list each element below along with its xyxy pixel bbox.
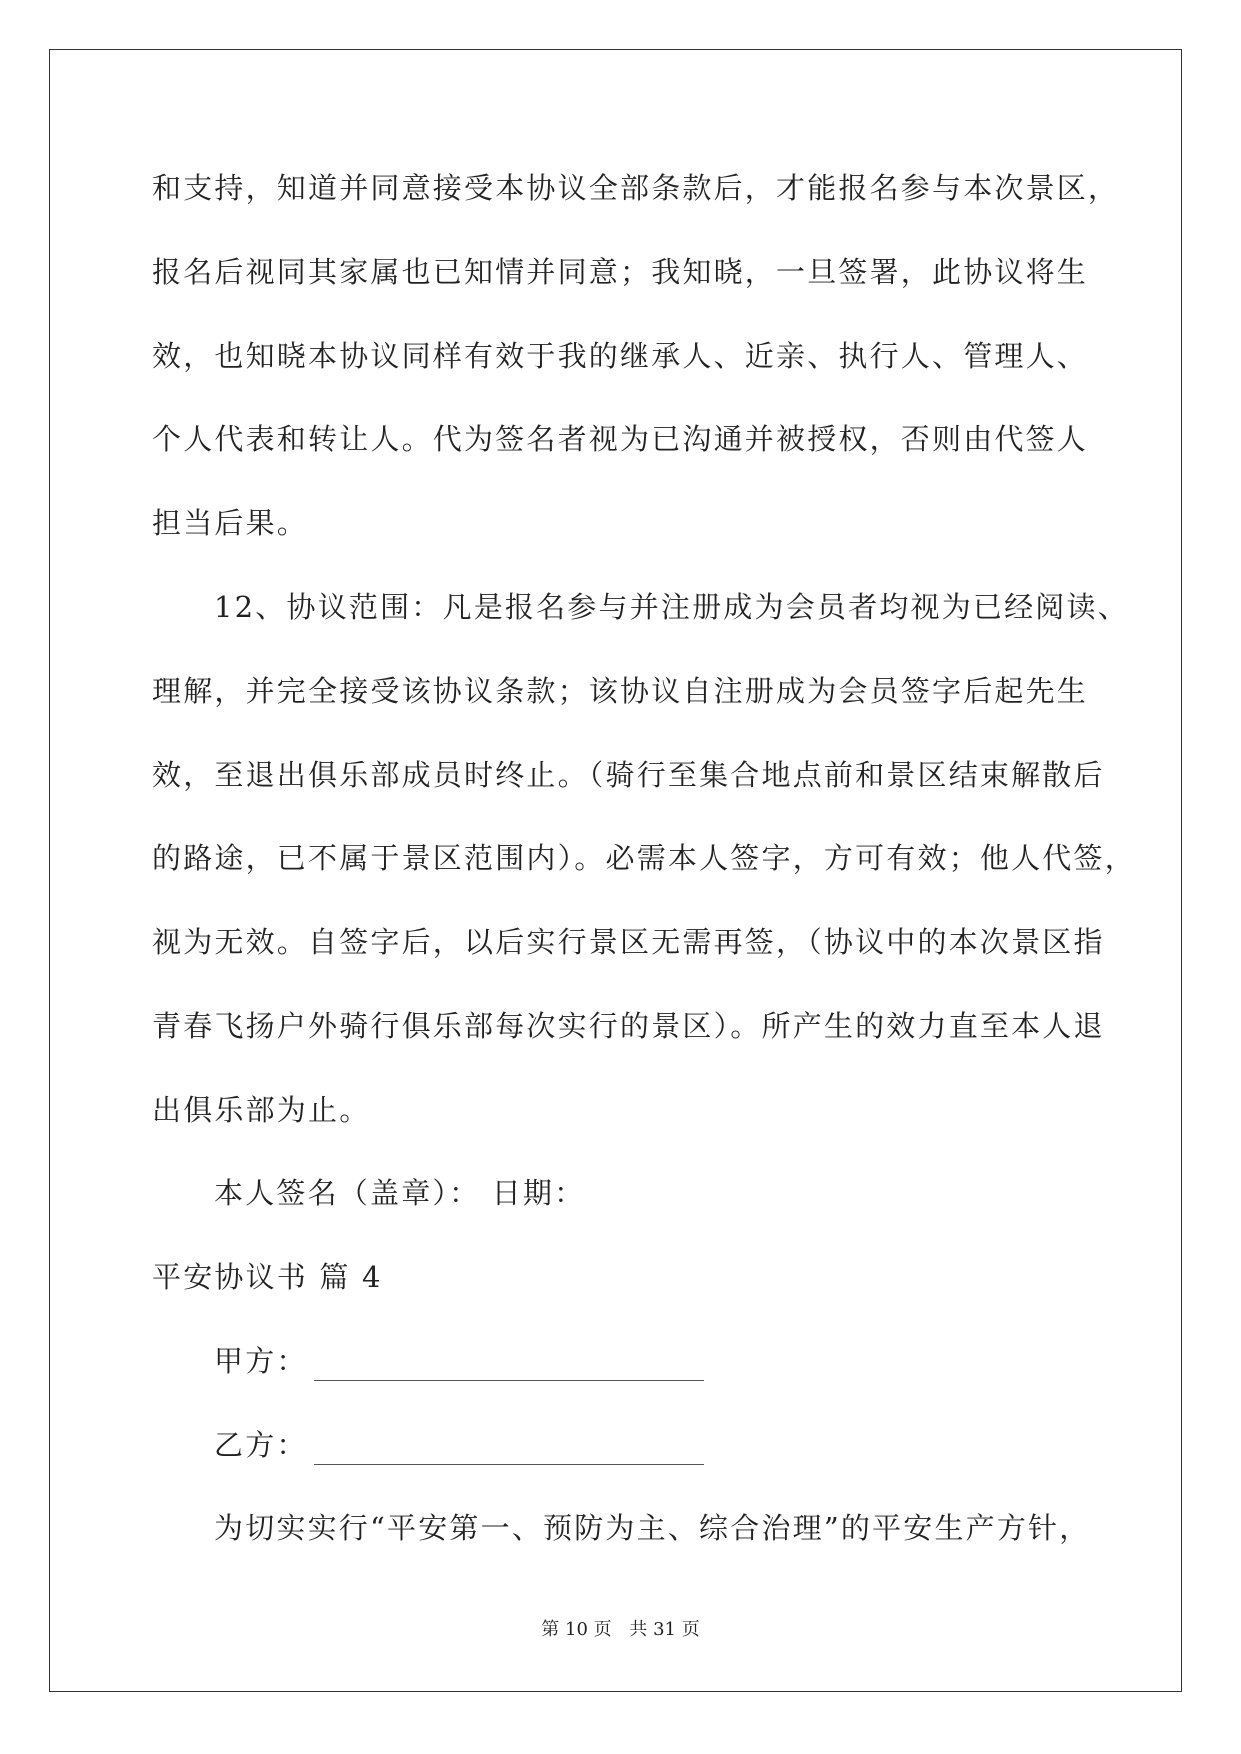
body-text-line: 青春飞扬户外骑行俱乐部每次实行的景区）。所产生的效力直至本人退 xyxy=(152,1009,1105,1043)
body-text-line: 的路途，已不属于景区范围内）。必需本人签字，方可有效；他人代签， xyxy=(152,841,1136,875)
party-b-line xyxy=(214,1425,704,1465)
party-b-blank xyxy=(314,1436,704,1465)
body-text-line: 效，也知晓本协议同样有效于我的继承人、近亲、执行人、管理人、 xyxy=(152,339,1089,373)
party-a-label: 甲方： xyxy=(214,1344,308,1378)
page-total: 共 31 页 xyxy=(629,1619,700,1640)
body-text-line: 报名后视同其家属也已知情并同意；我知晓，一旦签署，此协议将生 xyxy=(152,255,1089,289)
clause-12-heading-line: 12、协议范围：凡是报名参与并注册成为会员者均视为已经阅读、 xyxy=(214,590,1129,624)
body-text-line: 个人代表和转让人。代为签名者视为已沟通并被授权，否则由代签人 xyxy=(152,422,1089,456)
body-text-line: 和支持，知道并同意接受本协议全部条款后，才能报名参与本次景区， xyxy=(152,171,1120,205)
body-text-line: 出俱乐部为止。 xyxy=(152,1093,371,1127)
body-text-line: 担当后果。 xyxy=(152,506,309,540)
body-text-line: 视为无效。自签字后，以后实行景区无需再签，（协议中的本次景区指 xyxy=(152,925,1105,959)
body-text-line: 为切实实行“平安第一、预防为主、综合治理”的平安生产方针， xyxy=(214,1511,1091,1545)
party-a-line xyxy=(214,1341,704,1381)
party-a-blank xyxy=(314,1352,704,1381)
signature-date-line: 本人签名（盖章）： 日期： xyxy=(214,1176,586,1210)
body-text-line: 效，至退出俱乐部成员时终止。（骑行至集合地点前和景区结束解散后 xyxy=(152,758,1105,792)
section-heading: 平安协议书 篇 4 xyxy=(152,1260,383,1294)
party-b-label: 乙方： xyxy=(214,1428,308,1462)
page-number: 第 10 页 xyxy=(541,1619,612,1640)
body-text-line: 理解，并完全接受该协议条款；该协议自注册成为会员签字后起先生 xyxy=(152,674,1089,708)
page-footer xyxy=(0,1618,1241,1642)
